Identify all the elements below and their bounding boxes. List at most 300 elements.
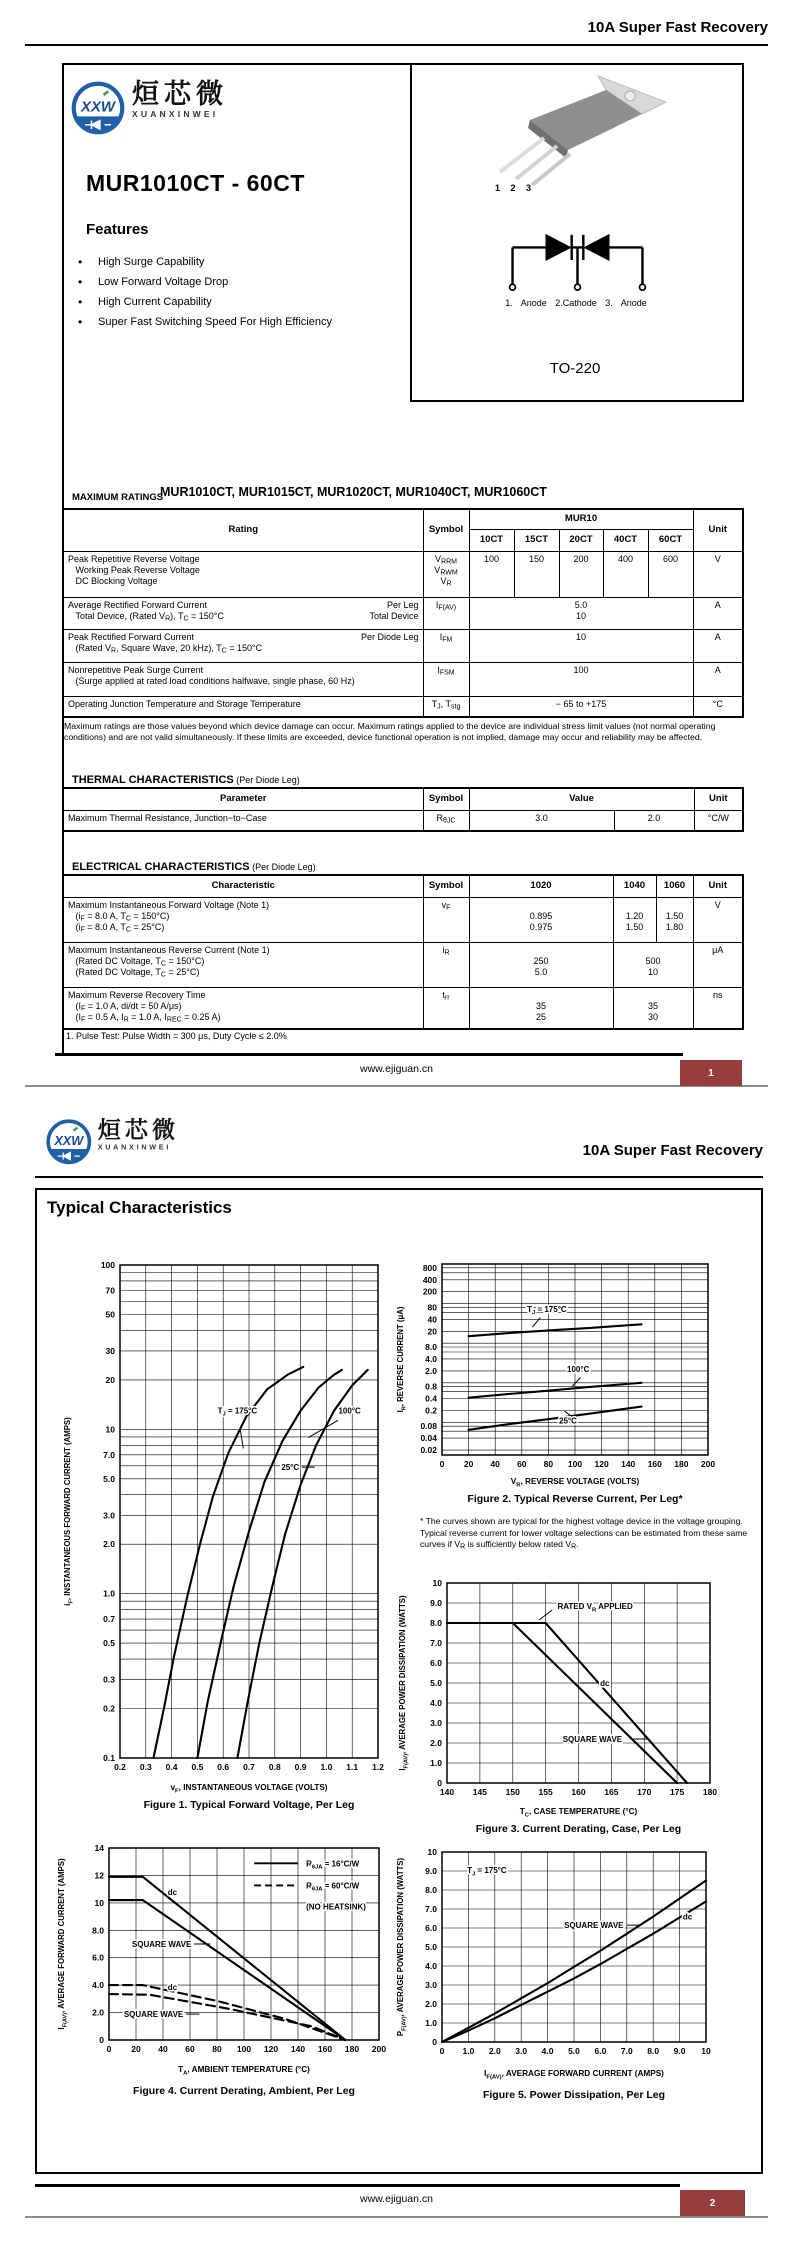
electrical-table bbox=[62, 874, 744, 1030]
y-tick-label: 2.0 bbox=[92, 2007, 104, 2018]
x-tick-label: 160 bbox=[647, 1459, 662, 1469]
y-tick-label: 4.0 bbox=[430, 1698, 442, 1708]
table-cell: $t_{rr}$ bbox=[423, 987, 469, 1029]
table-cell: Peak Rectified Forward Current (Rated $V_R$, Square Wave, 20 kHz), $T_C = 150^\circ C$ Per Diode Leg bbox=[63, 629, 423, 662]
y-tick-label: 6.0 bbox=[425, 1923, 437, 1933]
chart-annotation: $R_{\theta JA} = 60^\circ C/W$ bbox=[306, 1881, 360, 1893]
x-tick-label: 100 bbox=[236, 2044, 252, 2054]
x-tick-label: 0.8 bbox=[268, 1762, 281, 1772]
y-tick-label: 0.4 bbox=[425, 1393, 437, 1404]
dual-diode-symbol bbox=[495, 230, 660, 294]
annotation-leader-line bbox=[532, 1317, 540, 1327]
table-cell: 35 30 bbox=[613, 987, 693, 1029]
y-tick-label: 4.0 bbox=[425, 1961, 437, 1971]
chart-annotation: dc bbox=[600, 1679, 610, 1688]
y-tick-label: 12 bbox=[94, 1870, 104, 1881]
y-tick-label: 0.7 bbox=[103, 1614, 115, 1625]
table-cell: Operating Junction Temperature and Storage Temperature bbox=[63, 696, 423, 717]
thermal-heading bbox=[72, 770, 300, 788]
y-tick-label: 2.0 bbox=[425, 1999, 437, 2009]
table-row bbox=[63, 629, 743, 662]
logo-monogram: XXW bbox=[54, 1133, 84, 1148]
x-tick-label: 150 bbox=[505, 1787, 520, 1797]
x-tick-label: 100 bbox=[567, 1459, 583, 1469]
grid-lines bbox=[442, 1852, 706, 2042]
table-row bbox=[63, 897, 743, 942]
x-tick-label: 180 bbox=[344, 2044, 360, 2054]
table-cell: 3.0 bbox=[469, 810, 614, 831]
y-tick-label: 6.0 bbox=[430, 1658, 442, 1668]
table-cell: 5.0 10 bbox=[469, 597, 693, 629]
y-axis-label: $I_{F(AV)}$, AVERAGE POWER DISSIPATION (WATTS) bbox=[398, 1595, 410, 1771]
package-name: TO-220 bbox=[549, 360, 601, 377]
y-tick-label: 6.0 bbox=[92, 1952, 104, 1963]
y-tick-label: 0.8 bbox=[425, 1381, 437, 1392]
thermal-table-mount bbox=[62, 787, 744, 832]
figure-caption: Figure 1. Typical Forward Voltage, Per Leg bbox=[143, 1799, 355, 1811]
to220-package-image bbox=[470, 68, 680, 186]
table-cell: 1060 bbox=[656, 875, 693, 897]
x-tick-label: 0.4 bbox=[165, 1762, 178, 1772]
logo-company-name-cn: 烜芯微 bbox=[132, 79, 228, 109]
chart-annotation: dc bbox=[167, 1983, 178, 1993]
y-tick-label: 9.0 bbox=[425, 1866, 437, 1876]
table-cell: 150 bbox=[514, 551, 559, 597]
table-cell: Characteristic bbox=[63, 875, 423, 897]
figure-2-svg bbox=[385, 1250, 760, 1512]
table-cell: V bbox=[693, 551, 743, 597]
y-tick-label: 30 bbox=[105, 1345, 115, 1356]
x-tick-label: 7.0 bbox=[620, 2046, 633, 2056]
company-logo bbox=[70, 80, 228, 136]
table-cell: °C/W bbox=[694, 810, 743, 831]
logo-company-name-en: XUANXINWEI bbox=[97, 1142, 172, 1152]
y-tick-label: 70 bbox=[105, 1285, 115, 1296]
y-tick-label: 800 bbox=[422, 1262, 437, 1273]
x-tick-label: 155 bbox=[538, 1787, 553, 1797]
table-cell: MUR10 bbox=[469, 509, 693, 529]
x-tick-label: 0.2 bbox=[114, 1762, 126, 1772]
table-cell: 100 bbox=[469, 662, 693, 696]
series-100-c bbox=[469, 1383, 642, 1398]
figure-3-chart bbox=[385, 1568, 760, 1847]
table-cell: 250 5.0 bbox=[469, 942, 613, 987]
y-tick-label: 7.0 bbox=[425, 1904, 437, 1914]
y-tick-label: 0.04 bbox=[420, 1433, 437, 1444]
x-axis-label: $T_A$, AMBIENT TEMPERATURE (°C) bbox=[178, 2065, 310, 2077]
page2-header-title: 10A Super Fast Recovery bbox=[582, 1142, 763, 1159]
x-tick-label: 20 bbox=[463, 1459, 474, 1469]
table-cell: ns bbox=[693, 987, 743, 1029]
x-tick-label: 175 bbox=[670, 1787, 685, 1797]
y-tick-label: 8.0 bbox=[92, 1925, 104, 1936]
table-cell: $I_{FM}$ bbox=[423, 629, 469, 662]
table-cell: $I_{F(AV)}$ bbox=[423, 597, 469, 629]
table-row bbox=[63, 810, 743, 831]
y-tick-label: 400 bbox=[422, 1274, 437, 1285]
y-tick-label: 10 bbox=[105, 1424, 115, 1435]
y-tick-label: 0.3 bbox=[103, 1674, 115, 1685]
x-tick-label: 5.0 bbox=[568, 2046, 580, 2056]
table-cell: 40CT bbox=[603, 529, 648, 551]
x-tick-label: 0.7 bbox=[243, 1762, 255, 1772]
table-cell: 15CT bbox=[514, 529, 559, 551]
table-cell: $I_{FSM}$ bbox=[423, 662, 469, 696]
y-tick-label: 20 bbox=[105, 1374, 115, 1385]
figure-4-svg bbox=[40, 1835, 395, 2103]
x-tick-label: 3.0 bbox=[515, 2046, 528, 2056]
table-row bbox=[63, 662, 743, 696]
diode-pin-caption: 1. Anode 2.Cathode 3. Anode bbox=[505, 298, 647, 308]
table-cell: $i_R$ bbox=[423, 942, 469, 987]
chart-annotation: dc bbox=[167, 1888, 178, 1898]
logo-text bbox=[132, 80, 228, 119]
chart-annotation: $T_J = 175^\circ C$ bbox=[217, 1406, 258, 1418]
y-tick-label: 2.0 bbox=[430, 1738, 442, 1748]
y-axis-label: $I_{F(AV)}$, AVERAGE FORWARD CURRENT (AMPS) bbox=[57, 1858, 69, 2030]
logo-monogram: XXW bbox=[81, 98, 115, 116]
y-tick-label: 40 bbox=[427, 1314, 437, 1325]
table-cell: $T_J$, $T_{stg}$ bbox=[423, 696, 469, 717]
x-tick-label: 180 bbox=[702, 1787, 718, 1797]
table-cell: 10CT bbox=[469, 529, 514, 551]
max-ratings-table-mount bbox=[62, 508, 744, 718]
x-tick-label: 60 bbox=[185, 2044, 195, 2054]
y-tick-label: 100 bbox=[100, 1260, 115, 1270]
table-cell: Symbol bbox=[423, 788, 469, 810]
x-tick-label: 80 bbox=[212, 2044, 222, 2054]
table-cell: Unit bbox=[693, 875, 743, 897]
table-cell: Unit bbox=[694, 788, 743, 810]
x-tick-label: 1.1 bbox=[346, 1762, 359, 1772]
chart-annotation: $R_{\theta JA} = 16^\circ C/W$ bbox=[306, 1859, 360, 1871]
table-cell: 600 bbox=[648, 551, 693, 597]
series-25-c bbox=[237, 1370, 367, 1758]
x-tick-label: 8.0 bbox=[647, 2046, 660, 2056]
y-tick-label: 0.2 bbox=[425, 1405, 437, 1416]
table-cell: 1020 bbox=[469, 875, 613, 897]
table-row bbox=[63, 597, 743, 629]
thermal-table bbox=[62, 787, 744, 832]
y-tick-label: 8.0 bbox=[425, 1342, 437, 1353]
x-tick-label: 1.2 bbox=[372, 1762, 384, 1772]
features-list bbox=[76, 256, 406, 336]
table-cell: $v_F$ bbox=[423, 897, 469, 942]
table-cell: A bbox=[693, 597, 743, 629]
chart-annotation: 100°C bbox=[338, 1406, 361, 1416]
y-axis-label: $i_F$, INSTANTANEOUS FORWARD CURRENT (AMPS) bbox=[63, 1417, 75, 1606]
logo-company-name-en: XUANXINWEI bbox=[132, 109, 219, 120]
table-cell: Maximum Instantaneous Reverse Current (Note 1) (Rated DC Voltage, $T_C = 150^\circ C$) (Rated DC Voltage, $T_C = 25^\circ C$) bbox=[63, 942, 423, 987]
chart-annotation: (NO HEATSINK) bbox=[306, 1902, 366, 1912]
table-cell: Maximum Instantaneous Forward Voltage (Note 1) ($i_F = 8.0$ A, $T_C = 150^\circ C$) ($i_F = 8.0$ A, $T_C = 25^\circ C$) bbox=[63, 897, 423, 942]
feature-item: • High Current Capability bbox=[76, 296, 406, 308]
electrical-table-mount bbox=[62, 874, 744, 1030]
logo-monogram-icon bbox=[45, 1118, 93, 1166]
thermal-heading-scope: (Per Diode Leg) bbox=[233, 775, 300, 785]
table-cell: 20CT bbox=[559, 529, 603, 551]
y-tick-label: 80 bbox=[427, 1302, 437, 1313]
chart-annotation: RATED $V_R$ APPLIED bbox=[557, 1602, 633, 1614]
y-tick-label: 8.0 bbox=[430, 1618, 442, 1628]
y-tick-label: 5.0 bbox=[103, 1473, 115, 1484]
x-tick-label: 0.5 bbox=[191, 1762, 204, 1772]
x-axis-label: $V_R$, REVERSE VOLTAGE (VOLTS) bbox=[510, 1477, 640, 1489]
page2-header-rule bbox=[35, 1176, 763, 1178]
x-tick-label: 140 bbox=[439, 1787, 455, 1797]
series-100-c bbox=[197, 1370, 342, 1758]
y-tick-label: 10 bbox=[427, 1847, 437, 1857]
annotation-leader-line bbox=[572, 1378, 580, 1387]
table-row bbox=[63, 696, 743, 717]
table-cell: Symbol bbox=[423, 875, 469, 897]
ratings-table bbox=[62, 508, 744, 718]
y-tick-label: 0.2 bbox=[103, 1703, 115, 1714]
y-tick-label: 9.0 bbox=[430, 1598, 442, 1608]
y-tick-label: 4.0 bbox=[92, 1980, 104, 1991]
table-cell: Average Rectified Forward Current Total Device, (Rated $V_R$), $T_C = 150^\circ C$ Per Leg Total Device bbox=[63, 597, 423, 629]
figure-caption: Figure 3. Current Derating, Case, Per Leg bbox=[475, 1823, 682, 1835]
table-cell: 10 bbox=[469, 629, 693, 662]
package-pin-numbers: 1 2 3 bbox=[494, 183, 536, 193]
x-tick-label: 0.3 bbox=[139, 1762, 152, 1772]
figure-1-chart bbox=[40, 1250, 395, 1823]
x-tick-label: 1.0 bbox=[462, 2046, 475, 2056]
chart-annotation: dc bbox=[682, 1912, 693, 1922]
table-cell: 1.20 1.50 bbox=[613, 897, 656, 942]
table-cell: Unit bbox=[693, 509, 743, 551]
part-number-title: MUR1010CT - 60CT bbox=[86, 170, 305, 196]
figure-5-chart bbox=[385, 1835, 760, 2112]
feature-item: • Super Fast Switching Speed For High Efficiency bbox=[76, 316, 406, 328]
y-tick-label: 200 bbox=[422, 1286, 437, 1297]
features-heading: Features bbox=[86, 221, 149, 238]
x-tick-label: 200 bbox=[700, 1459, 716, 1469]
x-tick-label: 0 bbox=[106, 2044, 112, 2054]
x-tick-label: 140 bbox=[290, 2044, 306, 2054]
y-tick-label: 7.0 bbox=[103, 1449, 115, 1460]
x-tick-label: 40 bbox=[158, 2044, 168, 2054]
x-tick-label: 160 bbox=[317, 2044, 333, 2054]
x-tick-label: 40 bbox=[490, 1459, 500, 1469]
table-cell: A bbox=[693, 629, 743, 662]
x-tick-label: 0 bbox=[439, 2046, 445, 2056]
y-tick-label: 8.0 bbox=[425, 1885, 437, 1895]
x-tick-label: 160 bbox=[571, 1787, 586, 1797]
y-tick-label: 0 bbox=[437, 1778, 442, 1788]
table-cell: 2.0 bbox=[614, 810, 694, 831]
grid-lines bbox=[447, 1583, 710, 1783]
table-cell: 200 bbox=[559, 551, 603, 597]
x-tick-label: 140 bbox=[621, 1459, 636, 1469]
logo-company-name-cn: 烜芯微 bbox=[97, 1117, 180, 1143]
x-tick-label: 60 bbox=[517, 1459, 527, 1469]
electrical-heading-scope: (Per Diode Leg) bbox=[249, 862, 316, 872]
y-tick-label: 0 bbox=[432, 2037, 437, 2047]
series-tj-175-c bbox=[154, 1367, 304, 1758]
table-cell: Symbol bbox=[423, 509, 469, 551]
y-tick-label: 10 bbox=[94, 1897, 104, 1908]
table-cell: °C bbox=[693, 696, 743, 717]
table-cell: Value bbox=[469, 788, 694, 810]
y-tick-label: 2.0 bbox=[425, 1365, 437, 1376]
x-tick-label: 80 bbox=[543, 1459, 554, 1469]
page2-footer-line bbox=[35, 2184, 680, 2187]
y-tick-label: 0 bbox=[99, 2035, 104, 2045]
x-tick-label: 1.0 bbox=[320, 1762, 333, 1772]
table-cell: V bbox=[693, 897, 743, 942]
table-cell: Parameter bbox=[63, 788, 423, 810]
electrical-heading bbox=[72, 857, 316, 875]
table-cell: Maximum Thermal Resistance, Junction−to−Case bbox=[63, 810, 423, 831]
figure-caption: Figure 2. Typical Reverse Current, Per Leg* bbox=[467, 1493, 683, 1505]
chart-annotation: SQUARE WAVE bbox=[562, 1735, 623, 1744]
chart-annotation: SQUARE WAVE bbox=[564, 1921, 624, 1931]
table-cell: μA bbox=[693, 942, 743, 987]
y-axis-label: $P_{F(AV)}$, AVERAGE POWER DISSIPATION (WATTS) bbox=[396, 1857, 408, 2037]
feature-item: • High Surge Capability bbox=[76, 256, 406, 268]
grid-lines bbox=[442, 1264, 708, 1455]
chart-annotation: 25°C bbox=[281, 1463, 300, 1473]
y-tick-label: 2.0 bbox=[103, 1539, 115, 1550]
chart-annotation: $T_J = 175^\circ C$ bbox=[527, 1304, 567, 1317]
x-tick-label: 120 bbox=[263, 2044, 279, 2054]
y-tick-label: 3.0 bbox=[425, 1980, 437, 1990]
y-tick-label: 1.0 bbox=[103, 1588, 115, 1599]
figure-3-svg bbox=[385, 1568, 760, 1842]
table-row bbox=[63, 551, 743, 597]
max-ratings-note: Maximum ratings are those values beyond which device damage can occur. Maximum ratings applied to the device are individual stress limit values (not normal operating conditions) and are not valid simultaneously. If these limits are exceeded, device functional operation is not implied, damage may occur and reliability may be affected. bbox=[64, 721, 716, 743]
y-tick-label: 7.0 bbox=[430, 1638, 442, 1648]
x-tick-label: 170 bbox=[637, 1787, 652, 1797]
electrical-heading-title: ELECTRICAL CHARACTERISTICS bbox=[72, 861, 250, 873]
y-tick-label: 14 bbox=[94, 1843, 104, 1853]
table-cell: Peak Repetitive Reverse Voltage Working Peak Reverse Voltage DC Blocking Voltage bbox=[63, 551, 423, 597]
x-axis-label: $T_C$, CASE TEMPERATURE (°C) bbox=[519, 1807, 638, 1819]
figure-1-svg bbox=[40, 1250, 395, 1818]
table-cell: 60CT bbox=[648, 529, 693, 551]
grid-lines bbox=[120, 1265, 378, 1758]
x-tick-label: 9.0 bbox=[673, 2046, 686, 2056]
x-tick-label: 180 bbox=[674, 1459, 689, 1469]
y-tick-label: 3.0 bbox=[103, 1510, 115, 1521]
max-ratings-devices: MUR1010CT, MUR1015CT, MUR1020CT, MUR1040CT, MUR1060CT bbox=[160, 485, 547, 499]
page1-footer-line bbox=[55, 1053, 683, 1056]
y-tick-label: 50 bbox=[105, 1309, 115, 1320]
table-row bbox=[63, 942, 743, 987]
x-tick-label: 4.0 bbox=[541, 2046, 554, 2056]
x-axis-label: $v_F$, INSTANTANEOUS VOLTAGE (VOLTS) bbox=[170, 1783, 328, 1795]
table-cell: Rating bbox=[63, 509, 423, 551]
table-cell: Maximum Reverse Recovery Time ($I_F = 1.0$ A, di/dt = 50 A/μs) ($I_F = 0.5$ A, $I_R = 1.0$ A, $I_{REC} = 0.25$ A) bbox=[63, 987, 423, 1029]
chart-annotation: SQUARE WAVE bbox=[131, 1940, 192, 1949]
annotation-leader-line bbox=[308, 1420, 338, 1437]
table-row bbox=[63, 509, 743, 529]
x-tick-label: 145 bbox=[472, 1787, 487, 1797]
x-axis-label: $I_{F(AV)}$, AVERAGE FORWARD CURRENT (AMPS) bbox=[484, 2069, 664, 2081]
table-cell: 0.895 0.975 bbox=[469, 897, 613, 942]
figure-caption: Figure 5. Power Dissipation, Per Leg bbox=[482, 2089, 666, 2101]
series-tj-175-c bbox=[469, 1324, 642, 1336]
x-tick-label: 0.9 bbox=[294, 1762, 307, 1772]
page1-header-title: 10A Super Fast Recovery bbox=[587, 19, 768, 36]
y-tick-label: 0.02 bbox=[420, 1445, 437, 1456]
figure-caption: Figure 4. Current Derating, Ambient, Per Leg bbox=[133, 2085, 355, 2097]
table-cell: A bbox=[693, 662, 743, 696]
x-tick-label: 0 bbox=[439, 1459, 445, 1469]
x-tick-label: 120 bbox=[594, 1459, 609, 1469]
page-number-badge: 2 bbox=[680, 2190, 745, 2216]
footer-url: www.ejiguan.cn bbox=[360, 2193, 433, 2205]
page1-footer-gray-rule bbox=[25, 1085, 768, 1087]
table-cell: 400 bbox=[603, 551, 648, 597]
y-tick-label: 4.0 bbox=[425, 1353, 437, 1364]
company-logo bbox=[45, 1118, 179, 1166]
table-cell: $R_{\theta JC}$ bbox=[423, 810, 469, 831]
pulse-test-note: 1. Pulse Test: Pulse Width = 300 μs, Duty Cycle ≤ 2.0% bbox=[66, 1031, 287, 1041]
page1-header-rule bbox=[25, 44, 768, 46]
feature-item: • Low Forward Voltage Drop bbox=[76, 276, 406, 288]
thermal-heading-title: THERMAL CHARACTERISTICS bbox=[72, 774, 234, 786]
y-tick-label: 10 bbox=[432, 1578, 442, 1588]
figure-2-chart bbox=[385, 1250, 760, 1517]
y-axis-label: $I_R$, REVERSE CURRENT (μA) bbox=[396, 1306, 408, 1413]
table-cell: $V_{RRM}$ $V_{RWM}$ $V_R$ bbox=[423, 551, 469, 597]
figure-4-chart bbox=[40, 1835, 395, 2108]
x-tick-label: 165 bbox=[604, 1787, 619, 1797]
x-tick-label: 2.0 bbox=[488, 2046, 501, 2056]
table-cell: 500 10 bbox=[613, 942, 693, 987]
chart-annotation: 25°C bbox=[559, 1416, 577, 1426]
figure-5-svg bbox=[385, 1835, 760, 2107]
chart-annotation: SQUARE WAVE bbox=[123, 2010, 184, 2020]
x-tick-label: 0.6 bbox=[217, 1762, 230, 1772]
chart-annotation: 100°C bbox=[567, 1365, 590, 1375]
x-tick-label: 6.0 bbox=[594, 2046, 607, 2056]
footer-url: www.ejiguan.cn bbox=[360, 1063, 433, 1075]
y-tick-label: 1.0 bbox=[425, 2018, 437, 2028]
max-ratings-label: MAXIMUM RATINGS bbox=[72, 492, 164, 503]
x-tick-label: 20 bbox=[131, 2044, 141, 2054]
y-tick-label: 3.0 bbox=[430, 1718, 442, 1728]
y-tick-label: 20 bbox=[427, 1326, 437, 1337]
table-cell: Nonrepetitive Peak Surge Current (Surge applied at rated load conditions halfwave, single phase, 60 Hz) bbox=[63, 662, 423, 696]
logo-text bbox=[98, 1118, 180, 1151]
table-row bbox=[63, 875, 743, 897]
page2-footer-gray-rule bbox=[25, 2216, 768, 2218]
table-cell: 1.50 1.80 bbox=[656, 897, 693, 942]
table-cell: − 65 to +175 bbox=[469, 696, 693, 717]
table-row bbox=[63, 987, 743, 1029]
x-tick-label: 200 bbox=[371, 2044, 387, 2054]
typical-characteristics-title: Typical Characteristics bbox=[47, 1198, 232, 1217]
y-tick-label: 0.5 bbox=[103, 1638, 115, 1649]
y-tick-label: 1.0 bbox=[430, 1758, 442, 1768]
y-tick-label: 5.0 bbox=[430, 1678, 442, 1688]
y-tick-label: 0.1 bbox=[103, 1753, 115, 1763]
table-row bbox=[63, 788, 743, 810]
y-tick-label: 0.08 bbox=[420, 1421, 437, 1432]
x-tick-label: 10 bbox=[701, 2046, 711, 2056]
table-cell: 35 25 bbox=[469, 987, 613, 1029]
figure-2-footnote: * The curves shown are typical for the highest voltage device in the voltage grouping. Typical reverse current for lower voltage selections can be estimated from these same curves if $V_R$ is sufficiently below rated $V_R$. bbox=[420, 1516, 748, 1551]
chart-annotation: $T_J = 175^\circ C$ bbox=[467, 1866, 507, 1878]
page-number-badge: 1 bbox=[680, 1060, 742, 1086]
table-cell: 1040 bbox=[613, 875, 656, 897]
y-tick-label: 5.0 bbox=[425, 1942, 437, 1952]
table-cell: 100 bbox=[469, 551, 514, 597]
logo-monogram-icon bbox=[70, 80, 126, 136]
